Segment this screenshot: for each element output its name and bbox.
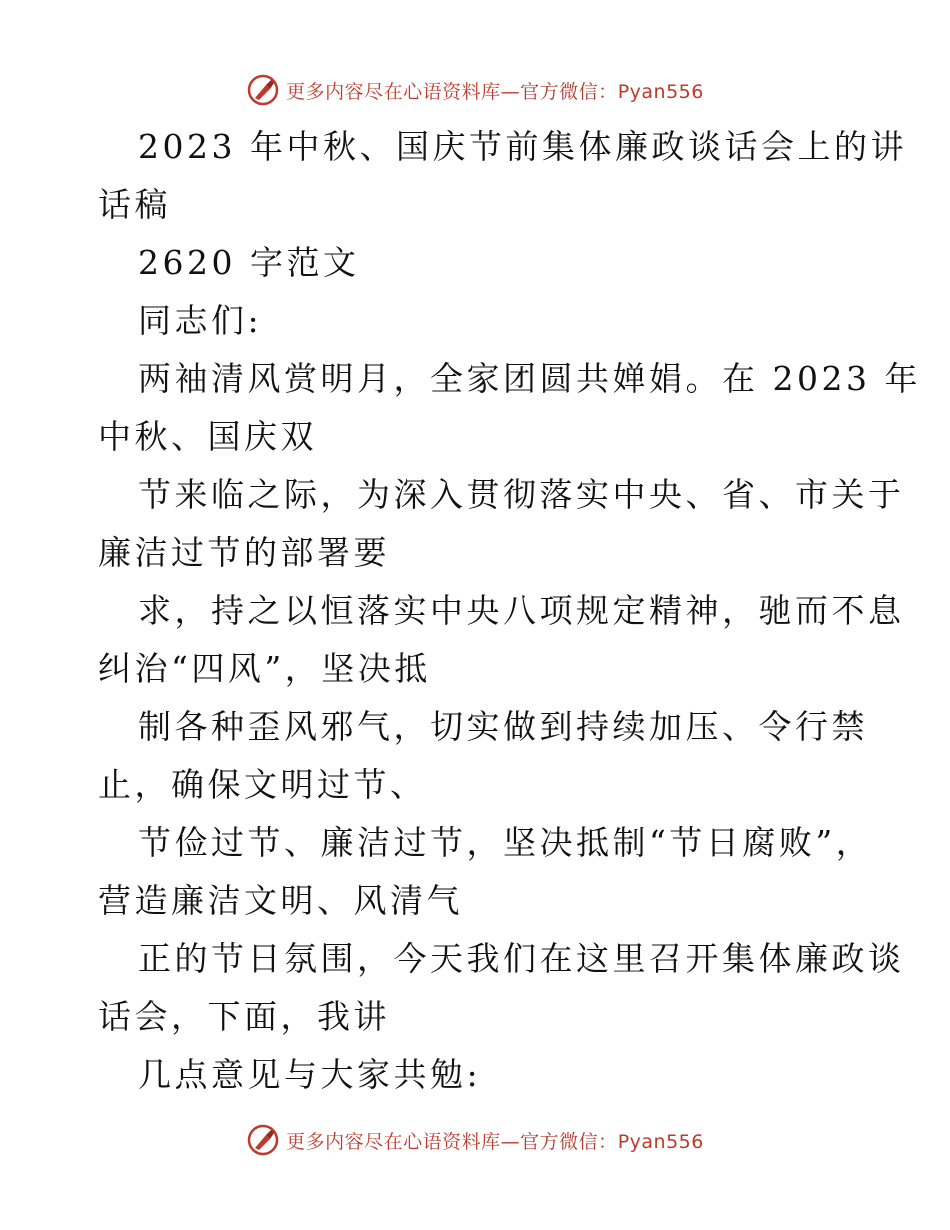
text-line: 同志们: <box>138 301 263 340</box>
banner-text: 更多内容尽在心语资料库—官方微信：Pyan556 <box>286 80 704 103</box>
text-line: 2023 年中秋、国庆节前集体廉政谈话会上的讲 <box>138 127 907 166</box>
header-watermark-banner <box>0 70 950 110</box>
text-line: 中秋、国庆双 <box>98 417 317 456</box>
text-line: 营造廉洁文明、风清气 <box>98 881 463 920</box>
text-line: 制各种歪风邪气，切实做到持续加压、令行禁 <box>138 707 868 746</box>
banner-text: 更多内容尽在心语资料库—官方微信：Pyan556 <box>286 1130 704 1153</box>
text-line: 话会，下面，我讲 <box>98 997 390 1036</box>
text-line: 几点意见与大家共勉: <box>138 1055 482 1094</box>
text-line: 正的节日氛围，今天我们在这里召开集体廉政谈 <box>138 939 905 978</box>
pen-nib-logo-icon <box>246 73 280 107</box>
text-line: 节来临之际，为深入贯彻落实中央、省、市关于 <box>138 475 905 514</box>
text-line: 两袖清风赏明月，全家团圆共婵娟。在 2023 年 <box>138 359 921 398</box>
text-line: 2620 字范文 <box>138 243 360 282</box>
footer-watermark-banner <box>0 1120 950 1160</box>
text-line: 止，确保文明过节、 <box>98 765 427 804</box>
text-line: 求，持之以恒落实中央八项规定精神，驰而不息 <box>138 591 905 630</box>
text-line: 纠治“四风”，坚决抵 <box>98 649 431 688</box>
document-body <box>98 118 921 1104</box>
text-line: 廉洁过节的部署要 <box>98 533 390 572</box>
pen-nib-logo-icon <box>246 1123 280 1157</box>
text-line: 话稿 <box>98 185 171 224</box>
text-line: 节俭过节、廉洁过节，坚决抵制“节日腐败”， <box>138 823 873 862</box>
